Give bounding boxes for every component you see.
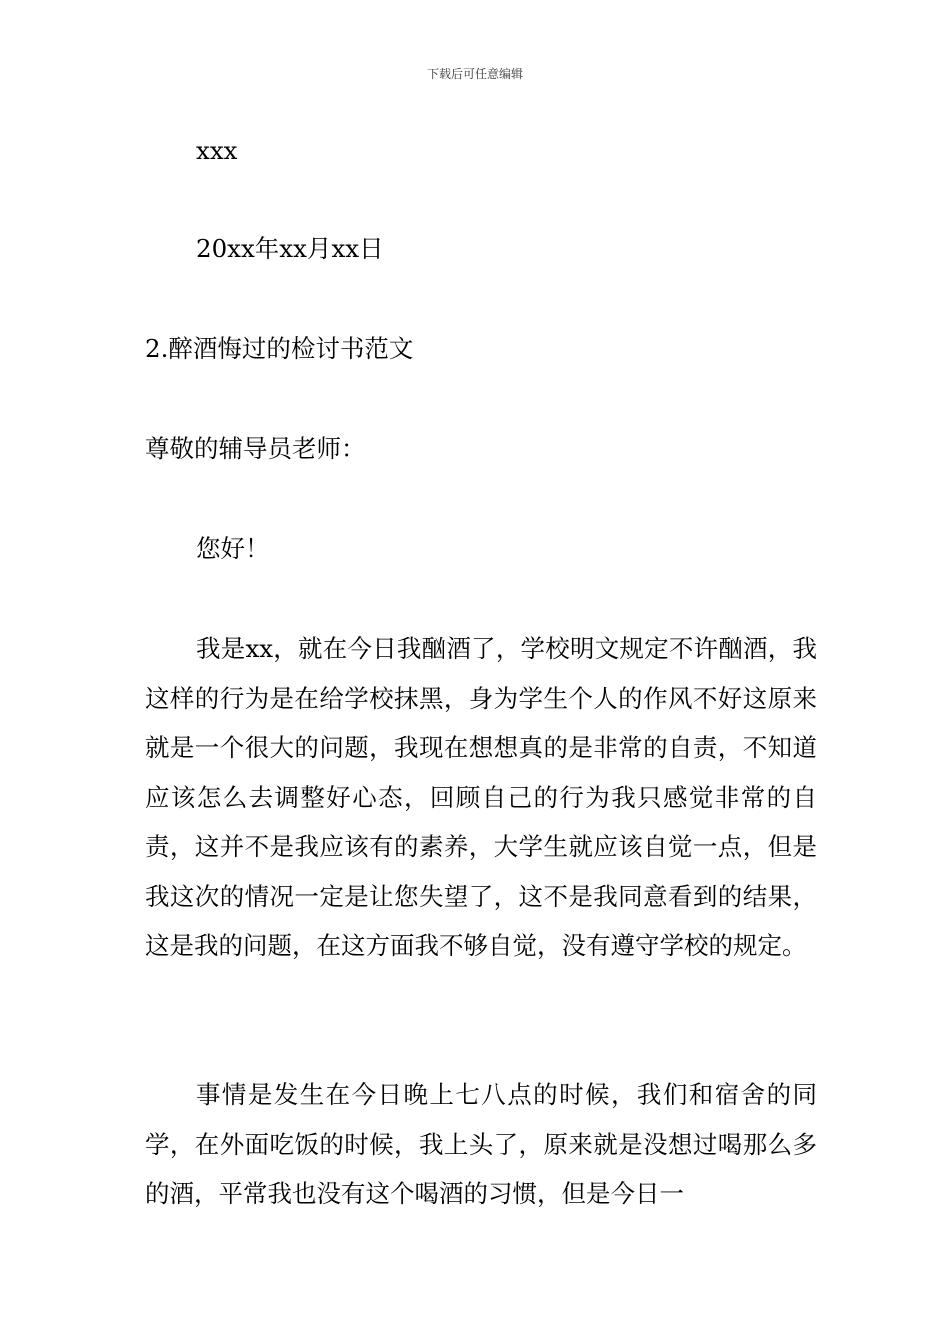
signature-date: 20xx年xx月xx日 [196, 234, 384, 263]
body-paragraph-2: 事情是发生在今日晚上七八点的时候，我们和宿舍的同学，在外面吃饭的时候，我上头了，原来就是没想过喝那么多的酒，平常我也没有这个喝酒的习惯，但是今日一 [145, 1080, 817, 1208]
page-header: 下载后可任意编辑 [426, 67, 523, 81]
salutation: 尊敬的辅导员老师： [145, 434, 366, 463]
section-title: 2.醉酒悔过的检讨书范文 [145, 334, 414, 363]
greeting: 您好！ [196, 534, 270, 563]
signature-name: xxx [196, 136, 238, 165]
body-paragraph-1: 我是xx，就在今日我酗酒了，学校明文规定不许酗酒，我这样的行为是在给学校抹黑，身为学生个人的作风不好这原来就是一个很大的问题，我现在想想真的是非常的自责，不知道应该怎么去调整好心态，回顾自己的行为我只感觉非常的自责，这并不是我应该有的素养，大学生就应该自觉一点，但是我这次的情况一定是让您失望了，这不是我同意看到的结果，这是我的问题，在这方面我不够自觉，没有遵守学校的规定。 [145, 634, 817, 960]
